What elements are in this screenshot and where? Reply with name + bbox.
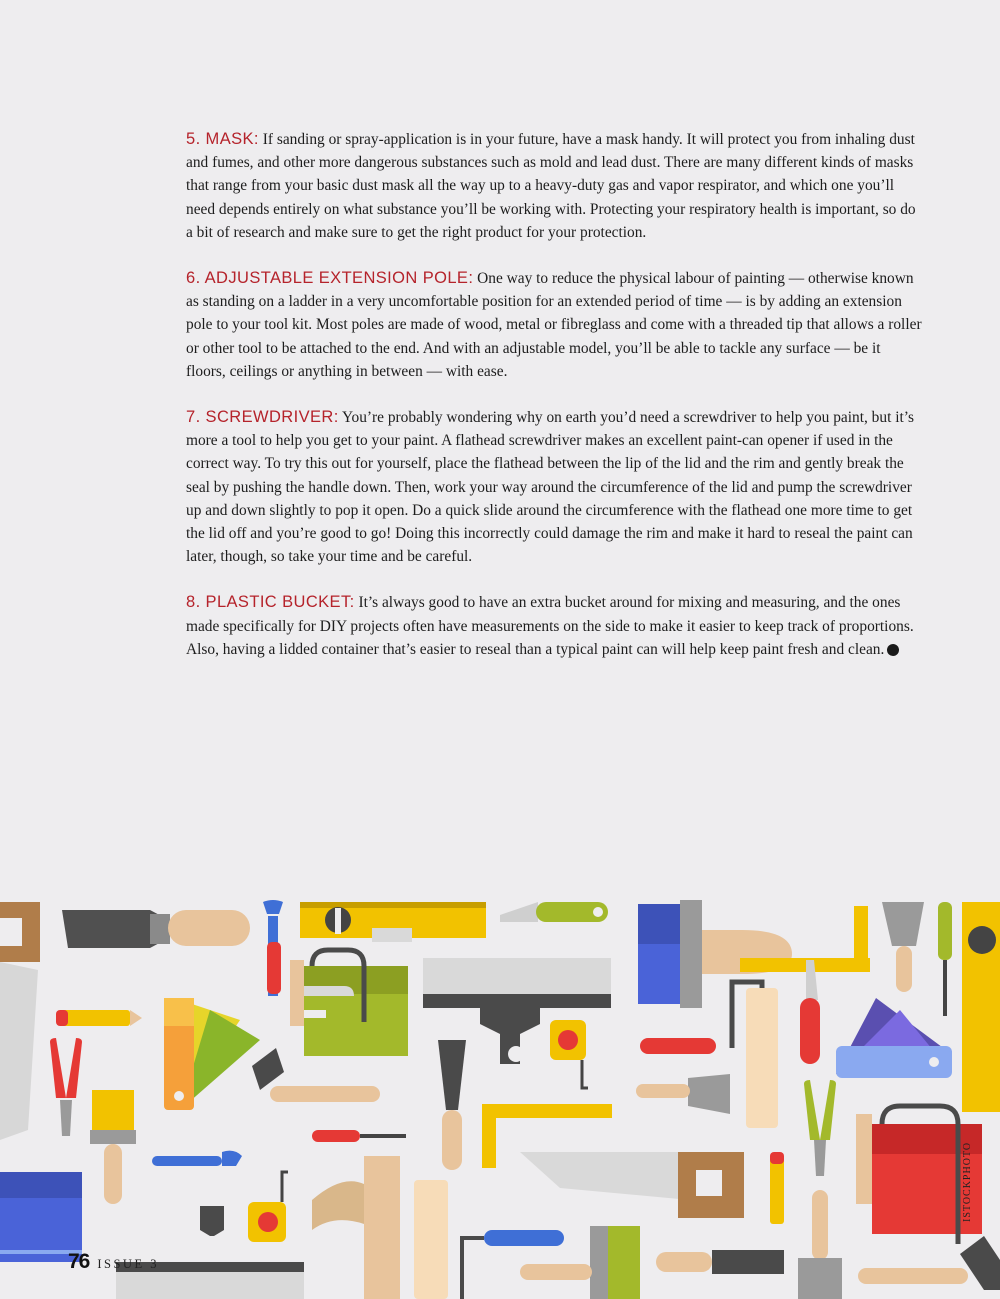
chisel-icon <box>62 910 250 948</box>
item-heading: 8. PLASTIC BUCKET: <box>186 593 355 612</box>
item-heading: 6. ADJUSTABLE EXTENSION POLE: <box>186 269 474 288</box>
tape-measure-icon <box>248 1172 288 1242</box>
paint-brush-icon <box>798 1190 842 1299</box>
page-folio <box>68 1250 159 1274</box>
item-mask <box>186 128 922 244</box>
item-extension-pole <box>186 267 922 383</box>
putty-knife-icon <box>636 1074 730 1114</box>
item-screwdriver <box>186 406 922 568</box>
photo-credit: ISTOCKPHOTO <box>962 1141 973 1222</box>
utility-knife-icon <box>500 902 608 922</box>
paint-tray-icon <box>0 1172 82 1262</box>
spirit-level-icon <box>300 902 486 942</box>
putty-knife-icon <box>882 902 924 992</box>
item-plastic-bucket <box>186 591 922 661</box>
item-text: If sanding or spray-application is in your future, have a mask handy. It will protect you from inhaling dust and fumes, and other more dangerous substances such as mold and lead dust. There are many different kinds of masks that range from your basic dust mask all the way up to a heavy-duty gas and vapor respirator, and which one you’ll need depends entirely on what substance you’ll be working with. Protecting your respiratory health is important, so do a bit of research and make sure to get the right product for your protection. <box>186 131 916 241</box>
wrench-icon <box>152 1151 242 1166</box>
screwdriver-icon <box>312 1130 406 1142</box>
item-text: It’s always good to have an extra bucket around for mixing and measuring, and the ones made specifically for DIY projects often have measurements on the side to make it easier to keep track of proportions. Also, having a lidded container that’s easier to reseal than a typical paint can will help keep paint fresh and clean. <box>186 594 914 658</box>
color-swatch-icon <box>164 998 260 1110</box>
tape-measure-icon <box>550 1020 588 1088</box>
spirit-level-icon <box>962 902 1000 1112</box>
chisel-icon <box>656 1250 784 1274</box>
article-body <box>186 128 922 684</box>
tools-pattern-illustration <box>0 870 1000 1299</box>
wood-plane-icon <box>312 1156 448 1299</box>
pencil-icon <box>770 1152 784 1224</box>
item-heading: 7. SCREWDRIVER: <box>186 408 339 427</box>
bucket-icon <box>290 950 408 1056</box>
page-number: 76 <box>68 1250 90 1273</box>
wrench-icon <box>263 900 283 996</box>
issue-label: ISSUE 3 <box>97 1257 159 1271</box>
saw-handle-icon <box>0 902 40 1140</box>
item-text: You’re probably wondering why on earth you’d need a screwdriver to help you paint, but it’s more a tool to help you get to your paint. A flathead screwdriver makes an excellent paint-can opener if used in the correct way. To try this out for yourself, place the flathead between the lip of the lid and the rim and gently break the seal by pushing the handle down. Then, work your way around the circumference of the lid and pump the screwdriver up and down slightly to pop it open. Do a quick slide around the circumference with the flathead one more time to get the lid off and you’re good to go! Doing this incorrectly could damage the rim and make it hard to reseal the paint can later, though, so take your time and be careful. <box>186 409 915 566</box>
hand-saw-icon <box>520 1152 744 1218</box>
item-heading: 5. MASK: <box>186 130 259 148</box>
screwdriver-icon <box>938 902 952 1016</box>
paint-brush-icon <box>90 1090 136 1204</box>
item-text: One way to reduce the physical labour of painting — otherwise known as standing on a ladder in a very uncomfortable position for an extended period of time — is by adding an extension pole to your tool kit. Most poles are made of wood, metal or fibreglass and come with a threaded tip that allows a roller or other tool to be attached to the end. And with an adjustable model, you’ll be able to tackle any surface — be it floors, ceilings or anything in between — with ease. <box>186 270 922 380</box>
pliers-icon <box>50 1038 82 1136</box>
chisel-icon <box>438 1040 466 1170</box>
hammer-icon <box>252 1048 380 1102</box>
pencil-icon <box>56 1010 142 1026</box>
hammer-icon <box>858 1236 1000 1290</box>
end-of-article-icon <box>887 644 899 656</box>
pliers-icon <box>804 1080 836 1176</box>
utility-knife-icon <box>800 960 820 1064</box>
color-swatch-icon <box>836 998 952 1078</box>
